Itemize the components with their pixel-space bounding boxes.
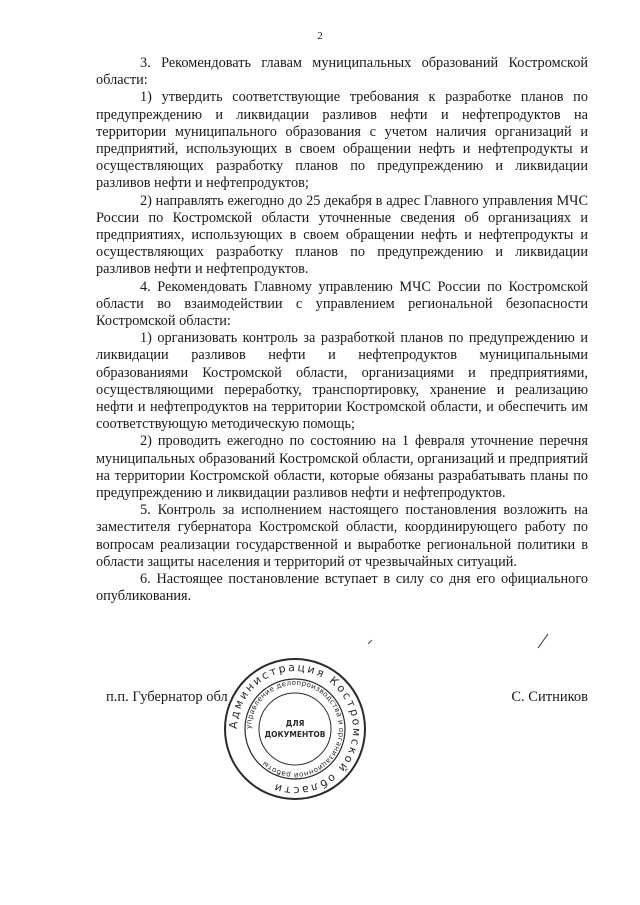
stamp-inner-text: управление делопроизводства и организационной работы — [243, 677, 347, 781]
paragraph-5: 5. Контроль за исполнением настоящего постановления возложить на заместителя губернатора Костромской области, координирующего работу по вопросам реализации государственной и выработке региональной политики в области защиты населения и территорий от чрезвычайных ситуаций. — [96, 502, 588, 570]
handwritten-mark-icon — [360, 630, 560, 652]
paragraph-4: 4. Рекомендовать Главному управлению МЧС России по Костромской области во взаимодействии с управлением региональной безопасности Костромской области: — [96, 278, 588, 330]
stamp-center-line1: ДЛЯ — [285, 719, 305, 728]
paragraph-3: 3. Рекомендовать главам муниципальных образований Костромской области: — [96, 55, 588, 89]
document-body — [96, 55, 588, 606]
stamp-center-line2: ДОКУМЕНТОВ — [264, 730, 326, 739]
stamp-outer-text: Администрация Костромской области — [226, 660, 364, 798]
paragraph-3-1: 1) утвердить соответствующие требования к разработке планов по предупреждению и ликвидации разливов нефти и нефтепродуктов на территории муниципального образования с учетом наличия организаций и предприятий, использующих в своем обращении нефть и нефтепродукты и осуществляющих разработку планов по предупреждению и ликвидации разливов нефти и нефтепродуктов; — [96, 89, 588, 192]
paragraph-4-2: 2) проводить ежегодно по состоянию на 1 февраля уточнение перечня муниципальных образований Костромской области, организаций и предприятий на территории Костромской области, которые обязаны разрабатывать планы по предупреждению и ликвидации разливов нефти и нефтепродуктов. — [96, 433, 588, 502]
paragraph-4-1: 1) организовать контроль за разработкой планов по предупреждению и ликвидации разливов нефти и нефтепродуктов муниципальными образованиями Костромской области, организациями и предприятиями, осуществляющими переработку, транспортировку, хранение и реализацию нефти и нефтепродуктов на территории Костромской области, и обеспечить им соответствующую методическую помощь; — [96, 330, 588, 433]
page-number: 2 — [317, 30, 323, 42]
signature-position: п.п. Губернатор обл — [106, 689, 228, 705]
paragraph-3-2: 2) направлять ежегодно до 25 декабря в адрес Главного управления МЧС России по Костромской области уточненные сведения об организациях и предприятиях, использующих в своем обращении нефть и нефтепродукты и осуществляющих разработку планов по предупреждению и ликвидации разливов нефти и нефтепродуктов. — [96, 192, 588, 278]
official-stamp — [222, 656, 368, 802]
paragraph-6: 6. Настоящее постановление вступает в силу со дня его официального опубликования. — [96, 571, 588, 605]
signature-name: С. Ситников — [511, 689, 588, 705]
stamp-icon — [222, 656, 368, 802]
